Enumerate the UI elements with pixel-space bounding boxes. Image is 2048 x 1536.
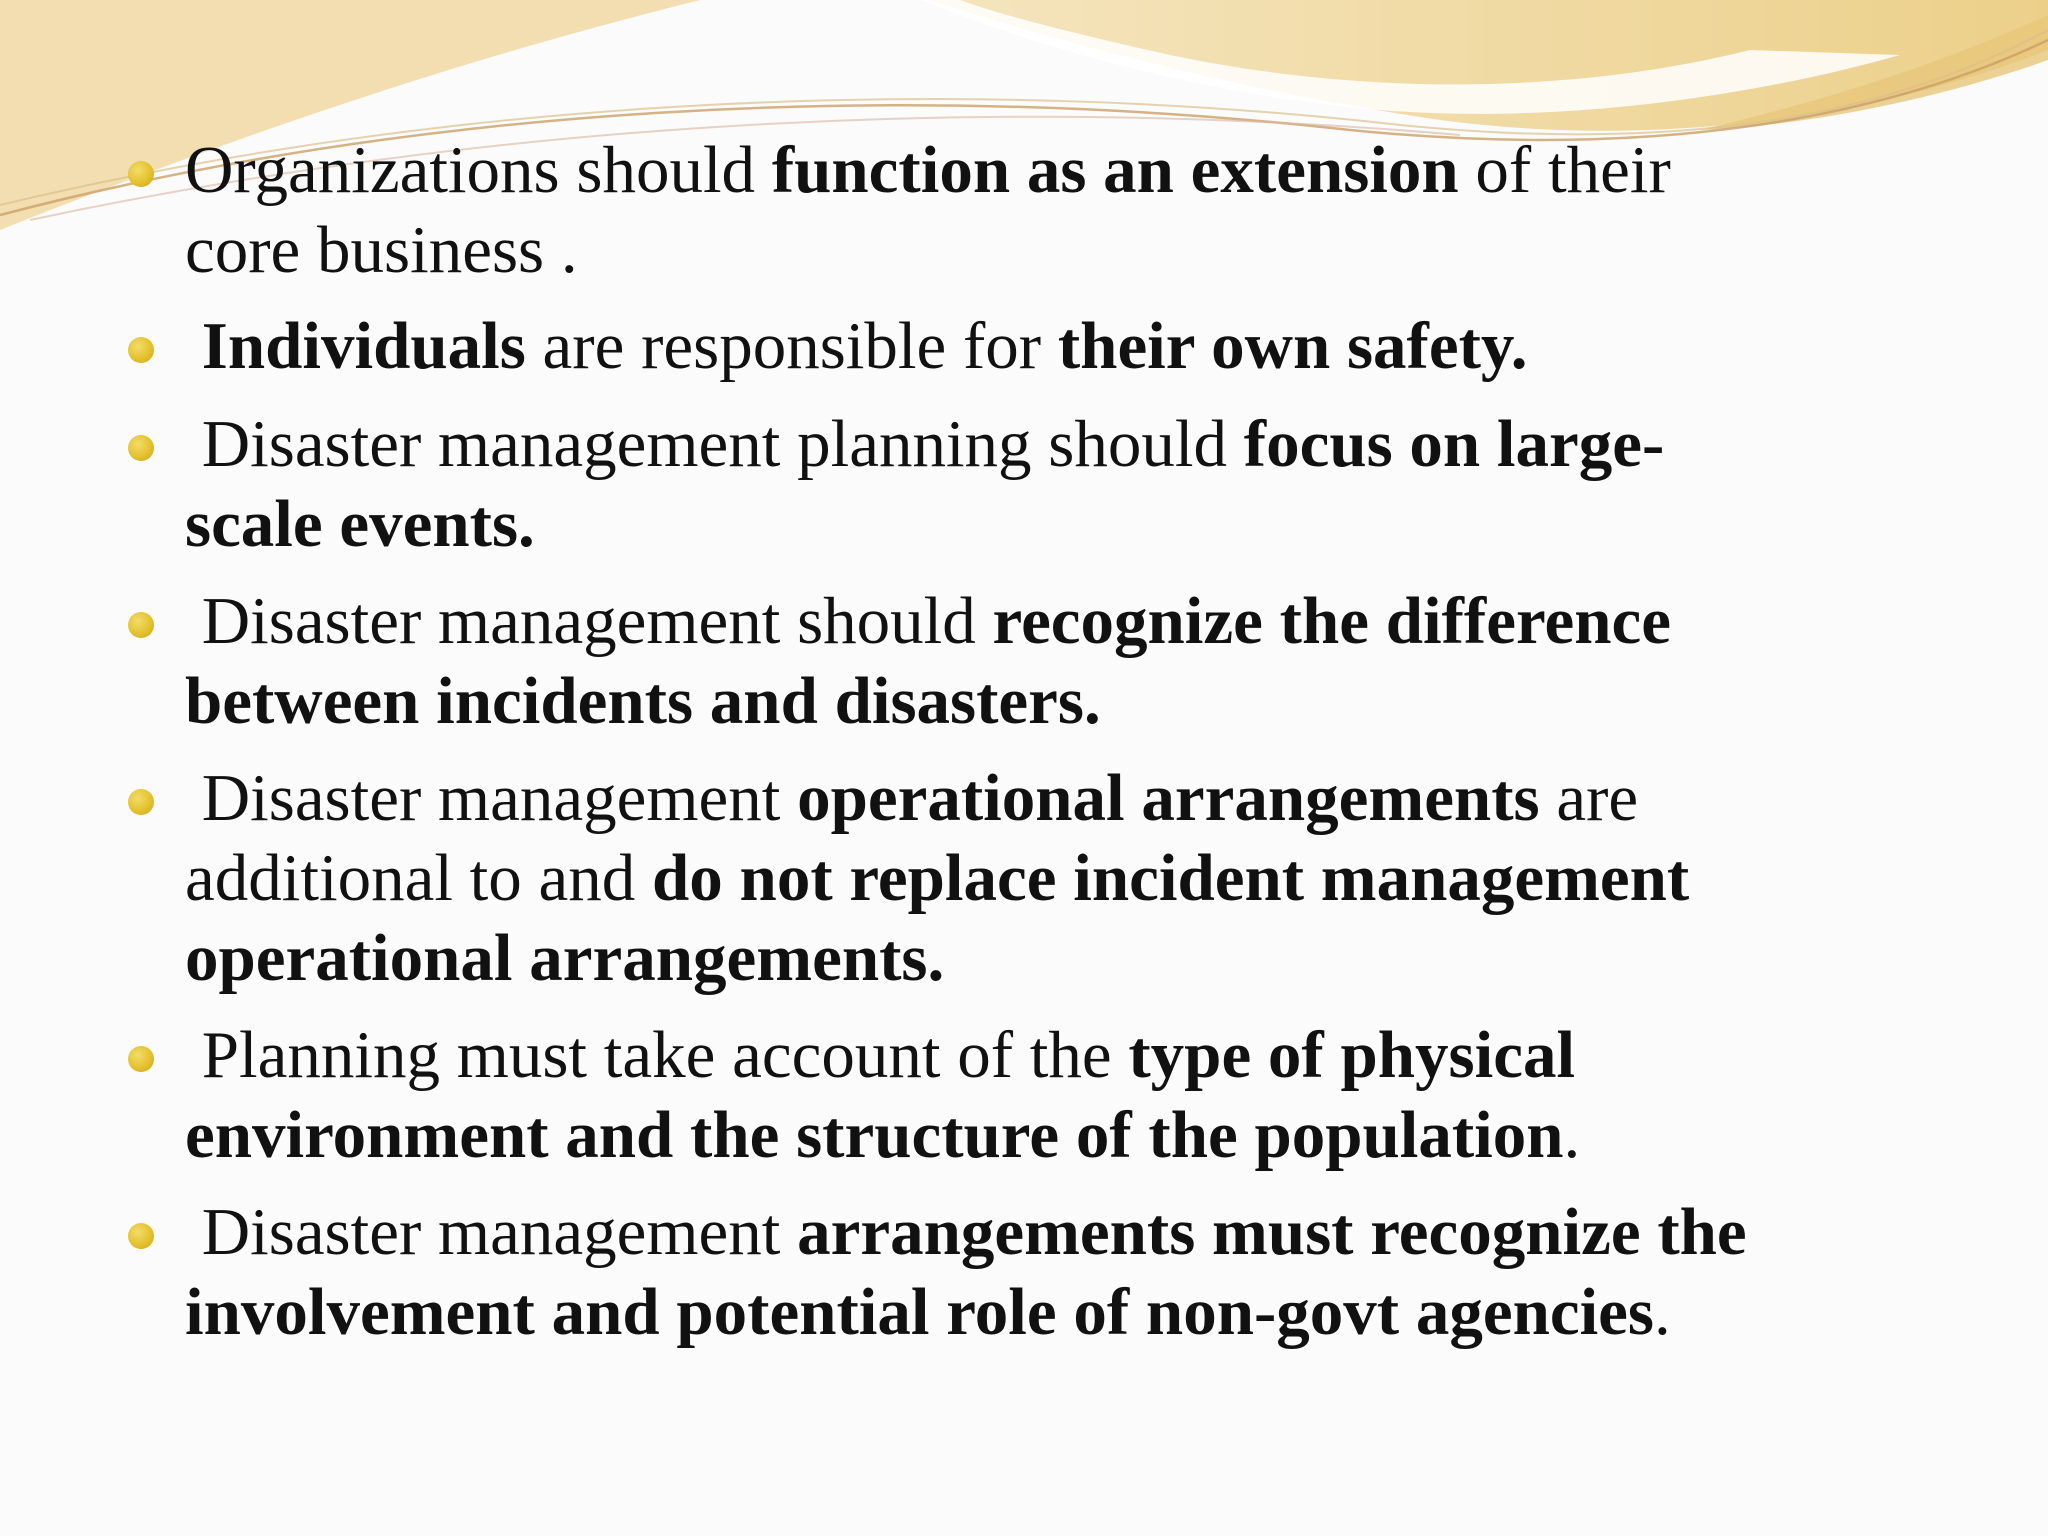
bullet-text: Disaster management should: [185, 584, 993, 658]
bullet-dot-icon: [128, 1046, 154, 1072]
bullet-line: [185, 404, 1885, 484]
bullet-dot-icon: [128, 789, 154, 815]
bullet-dot-icon: [128, 161, 154, 187]
bullet-line: [185, 1192, 1885, 1272]
bullet-line: [185, 838, 1885, 918]
bullet-text: [185, 309, 202, 383]
bullet-text-bold: operational arrangements.: [185, 921, 945, 995]
bullet-text-bold: Individuals: [201, 309, 526, 383]
bullet-text: Disaster management: [185, 1195, 798, 1269]
bullet-text-bold: scale events.: [185, 487, 535, 561]
bullet-text-bold: recognize the difference: [992, 584, 1671, 658]
bullet-dot-icon: [128, 435, 154, 461]
bullet-dot-icon: [128, 1223, 154, 1249]
bullet-line: [185, 1272, 1885, 1352]
bullet-item: [185, 130, 1885, 290]
bullet-line: [185, 661, 1885, 741]
bullet-item: [185, 306, 1885, 386]
bullet-text-bold: function as an extension: [771, 133, 1459, 207]
bullet-line: [185, 758, 1885, 838]
bullet-item: [185, 758, 1885, 998]
bullet-text-bold: their own safety.: [1057, 309, 1528, 383]
bullet-text: additional to and: [185, 841, 653, 915]
bullet-line: [185, 130, 1885, 210]
bullet-text: .: [1654, 1275, 1671, 1349]
bullet-text-bold: operational arrangements: [797, 761, 1540, 835]
bullet-text: are: [1539, 761, 1639, 835]
bullet-item: [185, 581, 1885, 741]
bullet-text: Disaster management: [185, 761, 798, 835]
bullet-item: [185, 404, 1885, 564]
bullet-line: [185, 1015, 1885, 1095]
bullet-line: [185, 306, 1885, 386]
bullet-line: [185, 918, 1885, 998]
bullet-dot-icon: [128, 612, 154, 638]
bullet-text: of their: [1458, 133, 1671, 207]
bullet-line: [185, 210, 1885, 290]
bullet-text: .: [1563, 1098, 1581, 1172]
bullet-text: core business .: [185, 213, 578, 287]
bullet-item: [185, 1015, 1885, 1175]
bullet-text-bold: involvement and potential role of non-govt agencies: [185, 1275, 1654, 1349]
bullet-text: are responsible for: [525, 309, 1058, 383]
bullet-line: [185, 1095, 1885, 1175]
bullet-line: [185, 484, 1885, 564]
bullet-text: Organizations should: [185, 133, 772, 207]
bullet-dot-icon: [128, 337, 154, 363]
bullet-text-bold: arrangements must recognize the: [797, 1195, 1747, 1269]
bullet-text-bold: type of physical: [1128, 1018, 1576, 1092]
bullet-line: [185, 581, 1885, 661]
bullet-text: Planning must take account of the: [185, 1018, 1129, 1092]
bullet-item: [185, 1192, 1885, 1352]
bullet-text-bold: between incidents and disasters.: [185, 664, 1101, 738]
bullet-text-bold: do not replace incident management: [652, 841, 1690, 915]
bullet-text-bold: focus on large-: [1243, 407, 1665, 481]
bullet-text-bold: environment and the structure of the population: [185, 1098, 1564, 1172]
bullet-text: Disaster management planning should: [185, 407, 1244, 481]
